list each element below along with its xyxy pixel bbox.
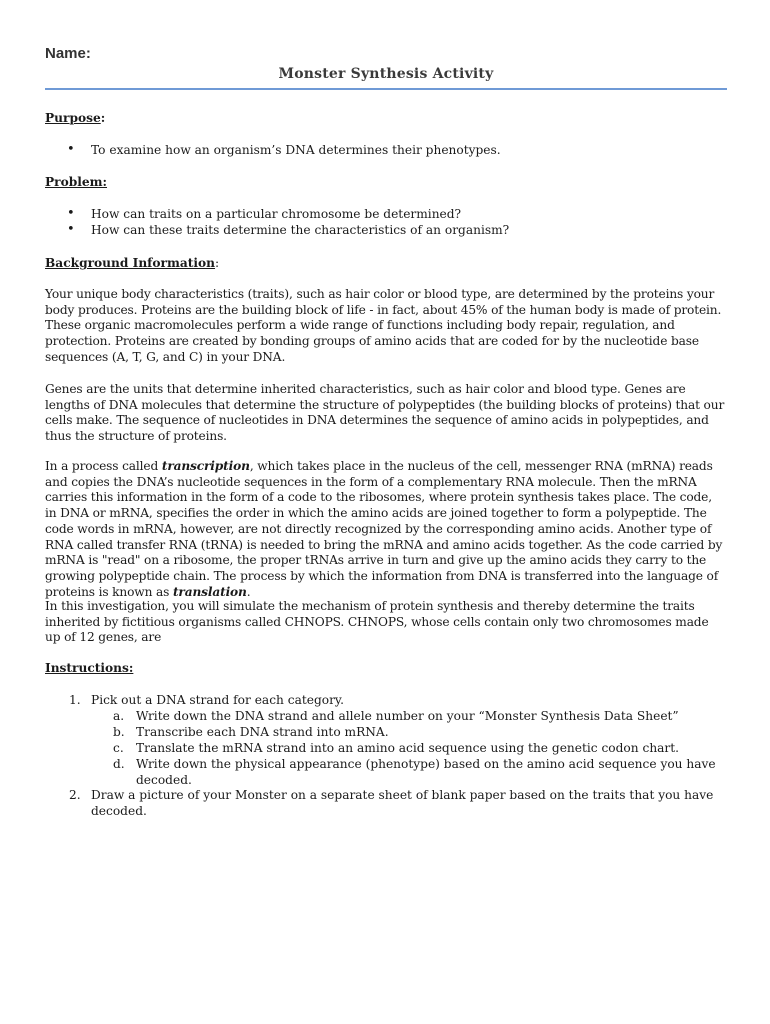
term-transcription: transcription: [161, 459, 250, 473]
instruction-substep: [45, 740, 727, 756]
background-paragraph-2: Genes are the units that determine inherited characteristics, such as hair color and blood type. Genes are lengths of DNA molecules that determine the structure of polypeptides (the building blocks of proteins) that our cells make. The sequence of nucleotides in DNA determines the sequence of amino acids in polypeptides, and thus the structure of proteins.: [45, 382, 725, 444]
substep-letter: c.: [113, 741, 124, 755]
substep-text: Translate the mRNA strand into an amino acid sequence using the genetic codon chart.: [136, 741, 680, 755]
instruction-step: [45, 692, 727, 708]
background-paragraph-1: Your unique body characteristics (traits), such as hair color or blood type, are determined by the proteins your body produces. Proteins are the building block of life - in fact, about 45% of the human body is made of protein. These organic macromolecules perform a wide range of functions including body repair, regulation, and protection. Proteins are created by bonding groups of amino acids that are coded for by the nucleotide base sequences (A, T, G, and C) in your DNA.: [45, 287, 722, 364]
p3-text-a: In a process called: [45, 459, 162, 473]
problem-heading-text: Problem:: [45, 175, 108, 189]
substep-text: Transcribe each DNA strand into mRNA.: [136, 725, 389, 739]
name-label: Name:: [45, 45, 91, 62]
problem-item: • How can these traits determine the characteristics of an organism?: [45, 222, 727, 238]
problem-heading: [45, 174, 107, 190]
step-text: Draw a picture of your Monster on a separate sheet of blank paper based on the traits that you have decoded.: [91, 788, 714, 818]
background-heading-text: Background Information: [45, 256, 216, 270]
substep-text: Write down the DNA strand and allele number on your “Monster Synthesis Data Sheet”: [136, 709, 679, 723]
purpose-heading-text: Purpose: [45, 111, 101, 125]
step-number: 1.: [69, 693, 81, 707]
problem-list: [45, 206, 727, 238]
substep-text: Write down the physical appearance (phenotype) based on the amino acid sequence you have decoded.: [136, 757, 716, 787]
background-heading: [45, 255, 219, 271]
instruction-substep: [45, 708, 727, 724]
title-divider: [45, 88, 727, 90]
purpose-list: [45, 142, 727, 158]
instructions-list-continued: [45, 787, 727, 818]
instructions-list: [45, 692, 727, 787]
substep-letter: d.: [113, 757, 125, 771]
instruction-step: [45, 787, 727, 818]
instruction-substep: [45, 756, 727, 787]
substep-letter: b.: [113, 725, 125, 739]
step-number: 2.: [69, 788, 81, 802]
term-translation: translation: [172, 584, 247, 599]
p3-text-c: .: [246, 584, 251, 599]
purpose-item: • To examine how an organism’s DNA determines their phenotypes.: [45, 142, 727, 158]
instruction-substep: [45, 724, 727, 740]
p3-text-b: , which takes place in the nucleus of the cell, messenger RNA (mRNA) reads and copies the DNA’s nucleotide sequences in the form of a complementary RNA molecule. Then the mRNA carries this information in the form of a code to the ribosomes, where protein synthesis takes place. The code, in DNA or mRNA, specifies the order in which the amino acids are joined together to form a polypeptide. The code words in mRNA, however, are not directly recognized by the corresponding amino acids. Another type of RNA called transfer RNA (tRNA) is needed to bring the mRNA and amino acids together. As the code carried by mRNA is "read" on a ribosome, the proper tRNAs arrive in turn and give up the amino acids they carry to the growing polypeptide chain. The process by which the information from DNA is transferred into the language of proteins is known as: [45, 459, 723, 599]
instructions-heading-text: Instructions:: [45, 661, 134, 675]
page-title: Monster Synthesis Activity: [278, 66, 494, 82]
purpose-heading: [45, 110, 105, 126]
background-paragraph-4: In this investigation, you will simulate the mechanism of protein synthesis and thereby determine the traits inherited by fictitious organisms called CHNOPS. CHNOPS, whose cells contain only two chromosomes made up of 12 genes, are: [45, 599, 709, 645]
purpose-heading-colon: :: [100, 111, 106, 125]
instructions-heading: [45, 660, 133, 676]
background-heading-colon: :: [215, 256, 220, 270]
step-text: Pick out a DNA strand for each category.: [91, 693, 345, 707]
problem-item: • How can traits on a particular chromosome be determined?: [45, 206, 727, 222]
substep-letter: a.: [113, 709, 125, 723]
background-paragraph-3: [45, 459, 725, 600]
